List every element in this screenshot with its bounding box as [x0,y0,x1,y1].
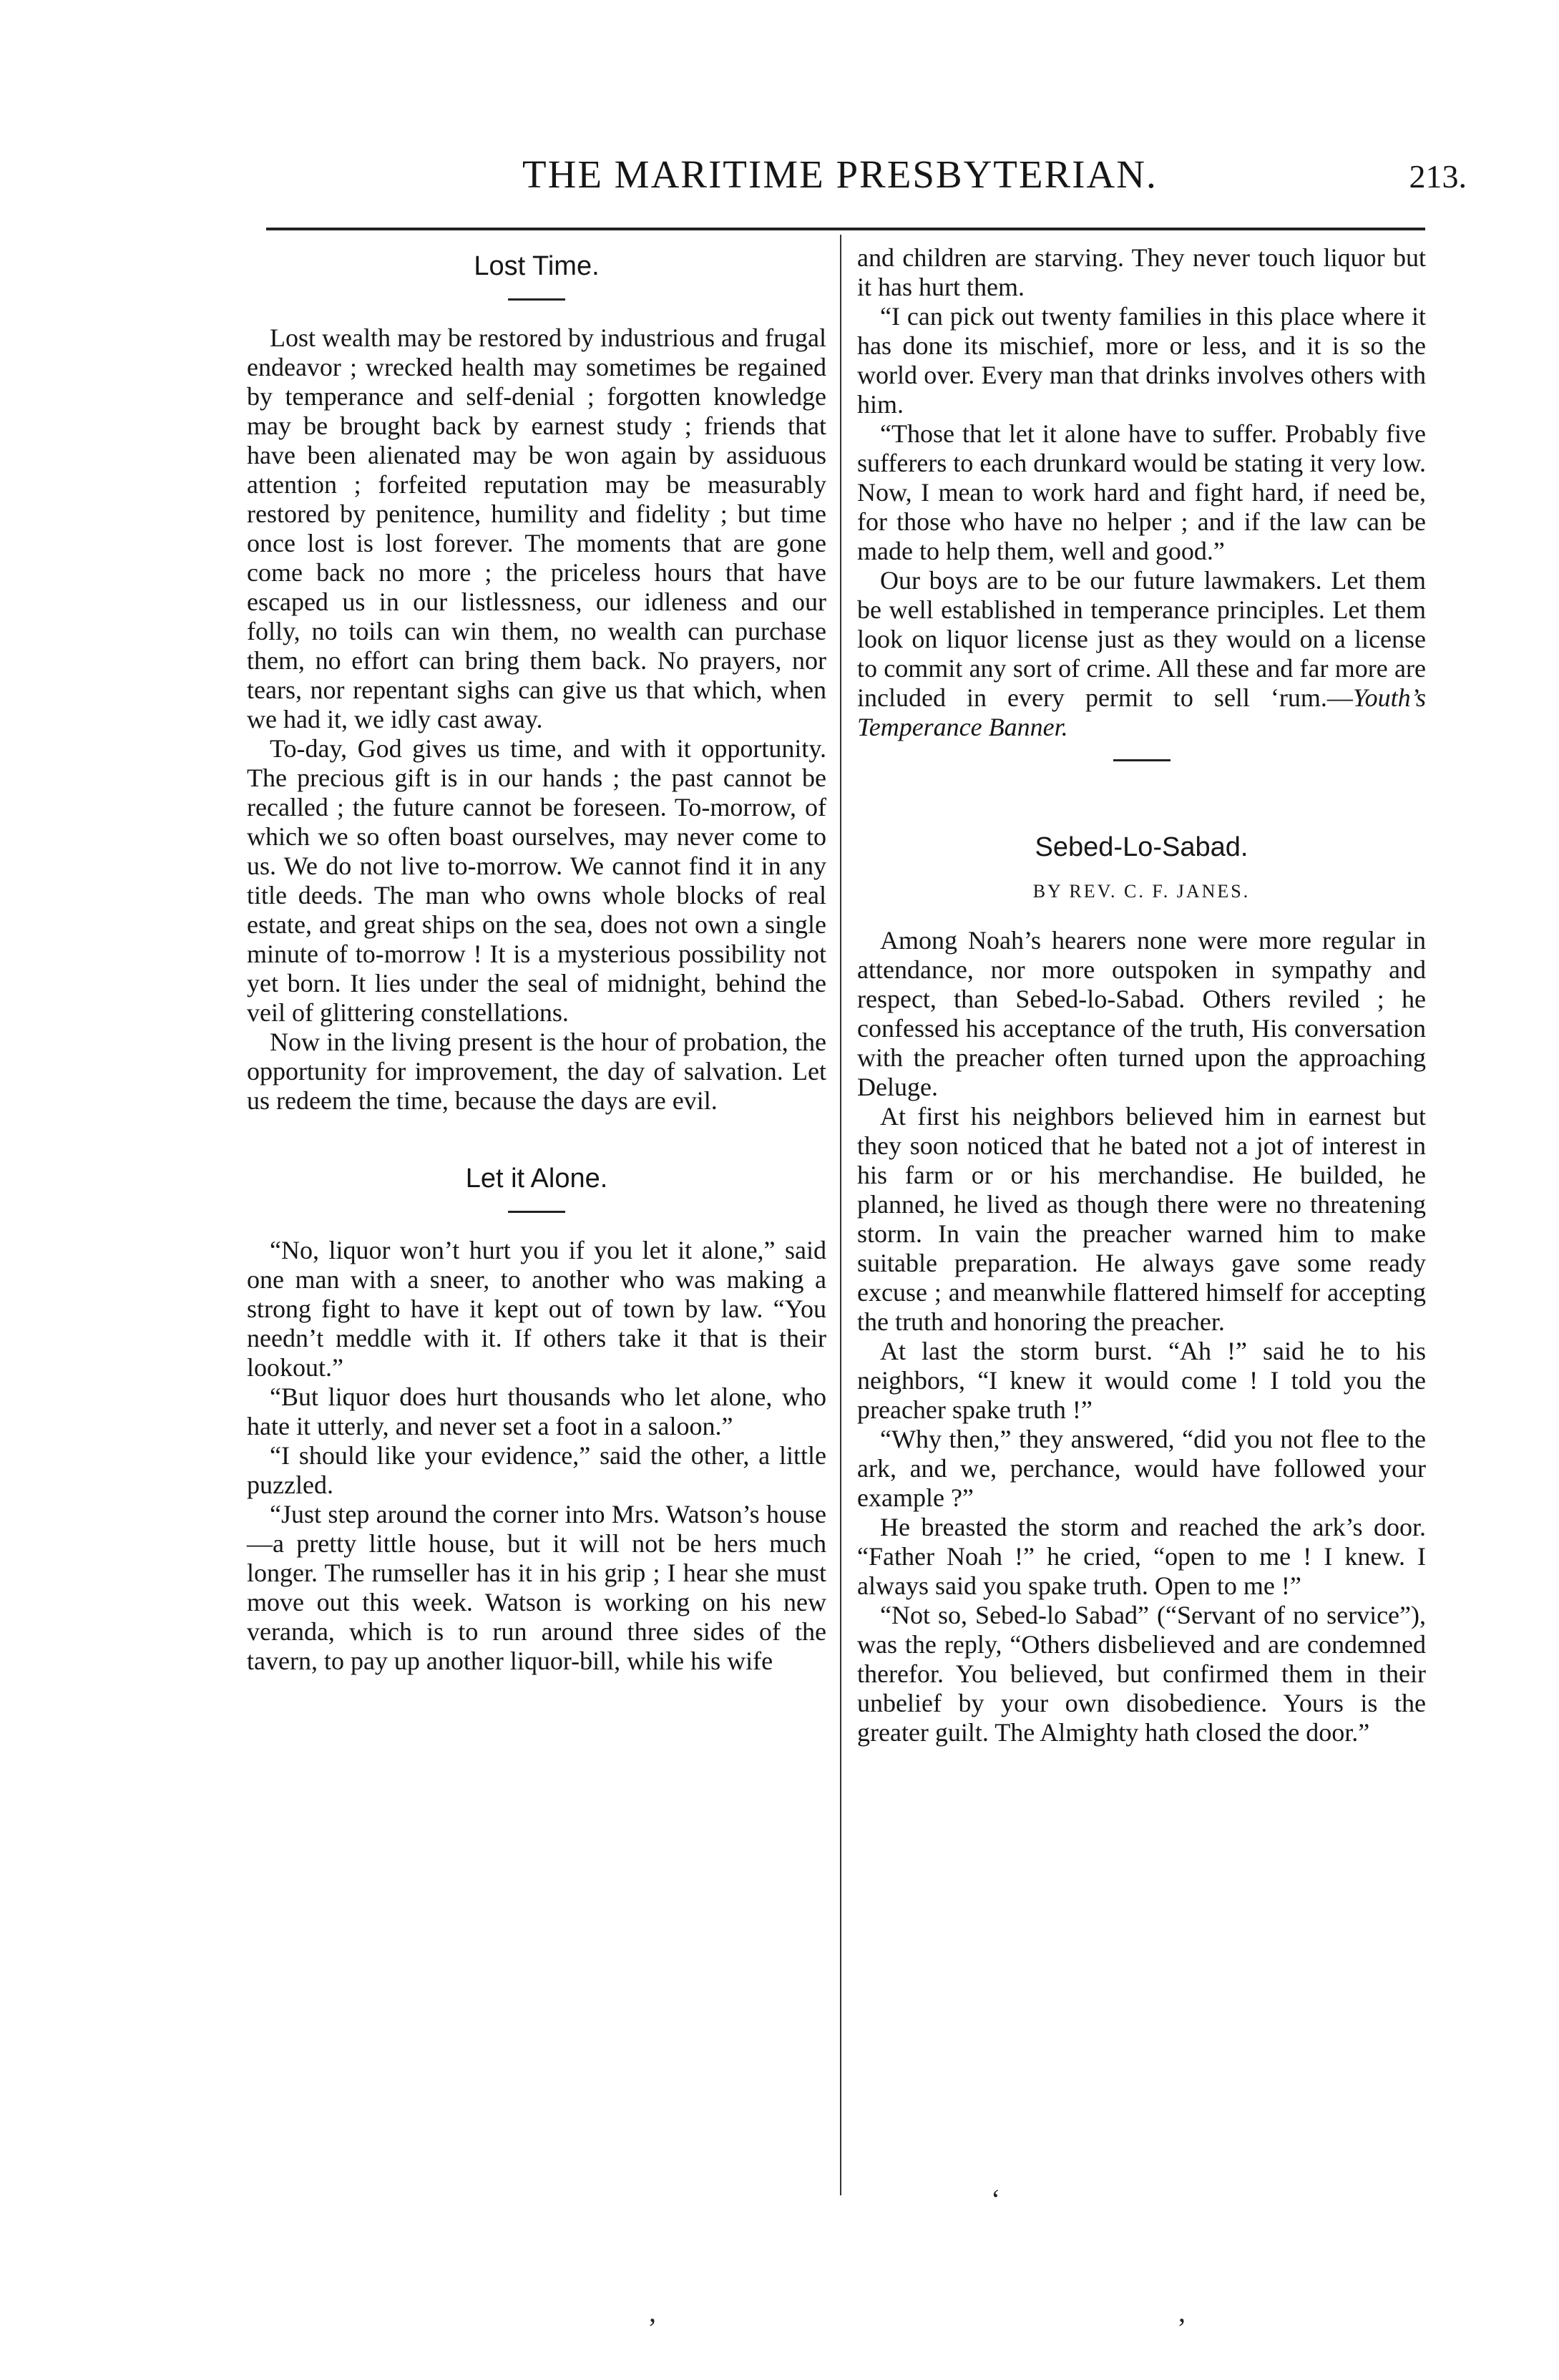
paragraph: At last the storm burst. “Ah !” said he to his neighbors, “I knew it would come ! I told you the preacher spake truth !” [857,1337,1426,1424]
heading-rule [508,1211,565,1213]
paragraph: He breasted the storm and reached the ark’s door. “Father Noah !” he cried, “open to me ! I knew. I always said you spake truth. Open to me !” [857,1513,1426,1600]
heading-rule [508,298,565,301]
paragraph: Now in the living present is the hour of probation, the opportunity for improvement, the day of salvation. Let us redeem the time, because the days are evil. [247,1028,826,1115]
paragraph: “No, liquor won’t hurt you if you let it alone,” said one man with a sneer, to another who was making a strong fight to have it kept out of town by law. “You needn’t meddle with it. If others take it that is their lookout.” [247,1236,826,1382]
page-header [236,152,1467,209]
paragraph: “Not so, Sebed-lo Sabad” (“Servant of no service”), was the reply, “Others disbelieved and are condemned therefor. You believed, but confirmed them in their unbelief by your own disobedience. Yours is the greater guilt. The Almighty hath closed the door.” [857,1601,1426,1747]
section-rule [1113,759,1171,761]
paragraph: At first his neighbors believed him in earnest but they soon noticed that he bated not a jot of interest in his farm or or his merchandise. He builded, he planned, he lived as though there were no threatening storm. In vain the preacher warned him to make suitable preparation. He always gave some ready excuse ; and meanwhile flattered himself for accepting the truth and honoring the preacher. [857,1102,1426,1336]
paragraph: “But liquor does hurt thousands who let alone, who hate it utterly, and never set a foot in a saloon.” [247,1382,826,1440]
byline: BY REV. C. F. JANES. [1032,881,1251,902]
article-heading-let-it-alone: Let it Alone. [465,1164,608,1194]
article-heading-sebed: Sebed-Lo-Sabad. [1035,832,1248,862]
paragraph: “I should like your evidence,” said the other, a little puzzled. [247,1441,826,1499]
journal-title: THE MARITIME PRESBYTERIAN. [522,152,1158,196]
paragraph: “Why then,” they answered, “did you not flee to the ark, and we, perchance, would have followed your example ?” [857,1425,1426,1512]
page-number: 213. [1409,158,1467,195]
paragraph-text: Our boys are to be our future lawmakers. Let them be well established in temperance principles. Let them look on liquor license just as they would on a license to commit any sort of crime. All these and far more are included in every permit to sell ‘rum.— [857,566,1426,712]
source-attribution: Youth’s Temperance Banner. [857,683,1426,741]
paragraph: Lost wealth may be restored by industrious and frugal endeavor ; wrecked health may sometimes be regained by temperance and self-denial ; forgotten knowledge may be brought back by earnest study ; friends that have been alienated may be won again by assiduous attention ; forfeited reputation may be measurably restored by penitence, humility and fidelity ; but time once lost is lost forever. The moments that are gone come back no more ; the priceless hours that have escaped us in our listlessness, our idleness and our folly, no toils can win them, no wealth can purchase them, no effort can bring them back. No prayers, nor tears, nor repentant sighs can give us that which, when we had it, we idly cast away. [247,323,826,733]
paragraph: and children are starving. They never touch liquor but it has hurt them. [857,243,1426,301]
paragraph: “Just step around the corner into Mrs. Watson’s house—a pretty little house, but it will not be hers much longer. The rumseller has it in his grip ; I hear she must move out this week. Watson is working on his new veranda, which is to run around three sides of the tavern, to pay up another liquor-bill, while his wife [247,1500,826,1675]
article-heading-lost-time: Lost Time. [474,251,600,281]
spacer [857,784,1426,824]
print-speck: ‘ [991,2183,1001,2215]
paragraph: “Those that let it alone have to suffer. Probably five sufferers to each drunkard would be stating it very low. Now, I mean to work hard and fight hard, if need be, for those who have no helper ; and if the law can be made to help them, well and good.” [857,419,1426,565]
header-rule [266,228,1425,230]
paragraph: Among Noah’s hearers none were more regular in attendance, nor more outspoken in sympathy and respect, than Sebed-lo-Sabad. Others reviled ; he confessed his acceptance of the truth, His conversation with the preacher often turned upon the approaching Deluge. [857,926,1426,1101]
left-column [247,243,826,1676]
print-speck: ’ [1177,2312,1187,2344]
column-divider [840,235,841,2195]
spacer [247,1116,826,1156]
right-column [857,243,1426,1747]
print-speck: ’ [647,2312,658,2344]
paragraph: To-day, God gives us time, and with it opportunity. The precious gift is in our hands ; the past cannot be recalled ; the future cannot be foreseen. To-morrow, of which we so often boast ourselves, may never come to us. We do not live to-morrow. We cannot find it in any title deeds. The man who owns whole blocks of real estate, and great ships on the sea, does not own a single minute of to-morrow ! It is a mysterious possibility not yet born. It lies under the seal of midnight, behind the veil of glittering constellations. [247,734,826,1027]
paragraph: “I can pick out twenty families in this place where it has done its mischief, more or less, and it is so the world over. Every man that drinks involves others with him. [857,302,1426,419]
paragraph [857,566,1426,742]
